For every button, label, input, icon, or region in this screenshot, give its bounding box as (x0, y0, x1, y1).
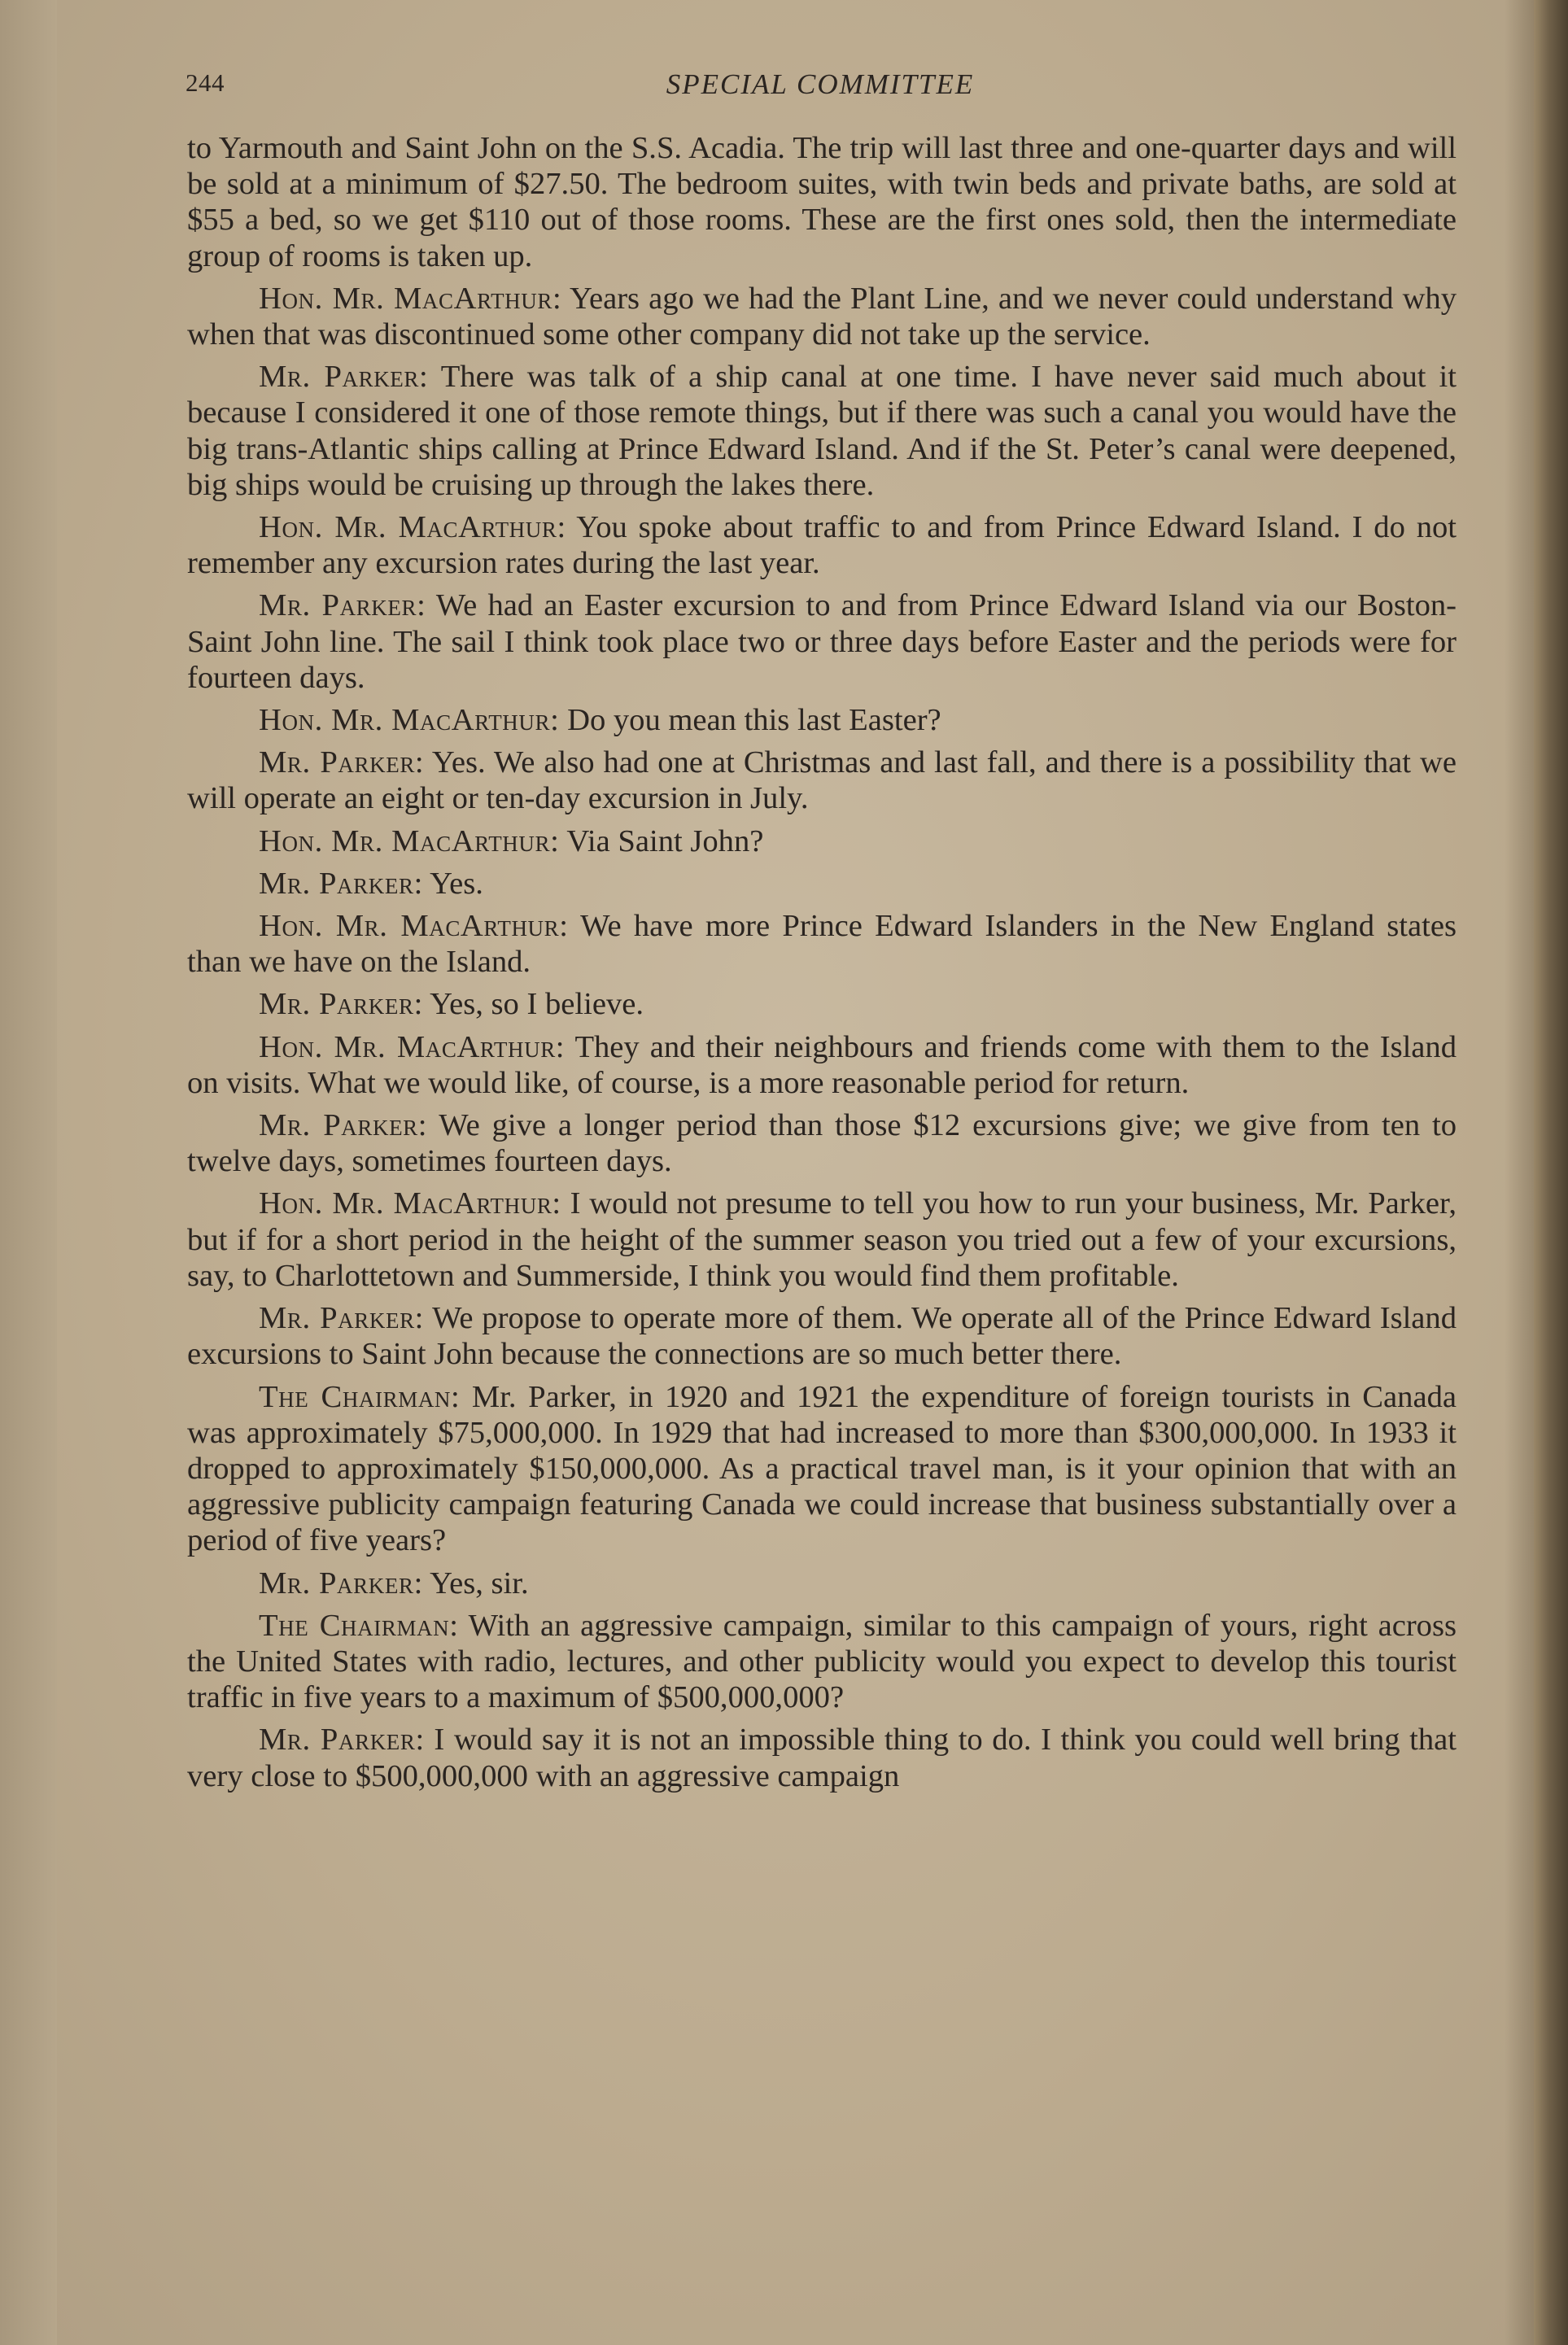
speaker-label: Mr. Parker: (259, 1566, 423, 1600)
paragraph-text: Via Saint John? (566, 823, 764, 858)
speaker-label: Hon. Mr. MacArthur: (259, 823, 560, 858)
paragraph-text: to Yarmouth and Saint John on the S.S. Acadia. The trip will last three and one-quarter days and will be sold at a minimum of $27.50. The bedroom suites, with twin beds and private baths, are sold at $55 a bed, so we get $110 out of those rooms. These are the first ones sold, then the intermediate group of rooms is taken up. (187, 131, 1457, 273)
paragraph-text: I would say it is not an impossible thing to do. I think you could well bring that very close to $500,000,000 with an aggressive campaign (187, 1723, 1457, 1793)
transcript-paragraph (187, 130, 1457, 274)
paragraph-text: We give a longer period than those $12 excursions give; we give from ten to twelve days, sometimes fourteen days. (187, 1108, 1457, 1179)
paragraph-text: They and their neighbours and friends come with them to the Island on visits. What we would like, of course, is a more reasonable period for return. (187, 1029, 1457, 1100)
running-title: SPECIAL COMMITTEE (666, 68, 975, 100)
paragraph-text: You spoke about traffic to and from Prince Edward Island. I do not remember any excursion rates during the last year. (187, 510, 1457, 581)
speaker-label: Hon. Mr. MacArthur: (259, 909, 569, 944)
speaker-label: Hon. Mr. MacArthur: (259, 281, 562, 316)
page-left-edge (0, 0, 57, 2345)
transcript-paragraph (187, 1722, 1457, 1793)
transcript-paragraph (187, 359, 1457, 503)
paragraph-text: Do you mean this last Easter? (567, 703, 941, 738)
speaker-label: Mr. Parker: (259, 866, 423, 901)
transcript-paragraph (187, 587, 1457, 696)
binding-shadow (1505, 0, 1534, 2345)
transcript-paragraph (187, 1300, 1457, 1372)
transcript-paragraph (187, 908, 1457, 980)
speaker-label: Mr. Parker: (259, 360, 429, 395)
paragraph-text: With an aggressive campaign, similar to this campaign of yours, right across the United States with radio, lectures, and other publicity would you expect to develop this tourist traffic in five years to a maximum of $500,000,000? (187, 1608, 1457, 1715)
transcript-paragraph (187, 1566, 1457, 1601)
transcript-paragraph (187, 866, 1457, 902)
speaker-label: Mr. Parker: (259, 987, 423, 1022)
paragraph-text: Yes, so I believe. (430, 987, 644, 1022)
transcript-paragraph (187, 1608, 1457, 1716)
speaker-label: Mr. Parker: (259, 1301, 425, 1336)
transcript-paragraph (187, 1107, 1457, 1179)
speaker-label: Mr. Parker: (259, 1108, 428, 1143)
paragraph-text: Yes. We also had one at Christmas and last fall, and there is a possibility that we will operate an eight or ten-day excursion in July. (187, 745, 1457, 816)
speaker-label: Mr. Parker: (259, 588, 426, 623)
speaker-label: The Chairman: (259, 1379, 461, 1414)
transcript-paragraph (187, 1029, 1457, 1101)
paragraph-text: Years ago we had the Plant Line, and we never could understand why when that was discontinued some other company did not take up the service. (187, 281, 1457, 352)
paragraph-text: I would not presume to tell you how to run your business, Mr. Parker, but if for a short period in the height of the summer season you tried out a few of your excursions, say, to Charlottetown and Summerside, I think you would find them profitable. (187, 1186, 1457, 1293)
transcript-paragraph (187, 745, 1457, 816)
speaker-label: Hon. Mr. MacArthur: (259, 1186, 561, 1221)
transcript-paragraph (187, 509, 1457, 581)
speaker-label: Hon. Mr. MacArthur: (259, 510, 566, 545)
speaker-label: Mr. Parker: (259, 1723, 425, 1758)
paragraph-text: We propose to operate more of them. We operate all of the Prince Edward Island excursions to Saint John because the connections are so much better there. (187, 1301, 1457, 1372)
transcript-paragraph (187, 1186, 1457, 1294)
speaker-label: Hon. Mr. MacArthur: (259, 703, 560, 738)
paragraph-text: Yes, sir. (430, 1566, 529, 1600)
speaker-label: Hon. Mr. MacArthur: (259, 1029, 566, 1064)
transcript-paragraph (187, 1379, 1457, 1559)
paragraph-text: Mr. Parker, in 1920 and 1921 the expenditure of foreign tourists in Canada was approximately $75,000,000. In 1929 that had increased to more than $300,000,000. In 1933 it dropped to approximately $150,000,000. As a practical travel man, is it your opinion that with an aggressive publicity campaign featuring Canada we could increase that business substantially over a period of five years? (187, 1379, 1457, 1558)
speaker-label: Mr. Parker: (259, 745, 425, 780)
speaker-label: The Chairman: (259, 1608, 459, 1643)
paragraph-text: We have more Prince Edward Islanders in the New England states than we have on the Island. (187, 909, 1457, 980)
paragraph-text: We had an Easter excursion to and from Prince Edward Island via our Boston-Saint John line. The sail I think took place two or three days before Easter and the periods were for fourteen days. (187, 588, 1457, 695)
book-binding (1534, 0, 1568, 2345)
page-number: 244 (186, 68, 225, 97)
page-header (186, 68, 1455, 109)
transcript-paragraph (187, 823, 1457, 859)
paragraph-text: There was talk of a ship canal at one time. I have never said much about it because I considered it one of those remote things, but if there was such a canal you would have the big trans-Atlantic ships calling at Prince Edward Island. And if the St. Peter’s canal were deepened, big ships would be cruising up through the lakes there. (187, 360, 1457, 502)
paragraph-text: Yes. (430, 866, 483, 901)
page-body (187, 130, 1457, 1801)
transcript-paragraph (187, 986, 1457, 1022)
transcript-paragraph (187, 281, 1457, 352)
transcript-paragraph (187, 702, 1457, 738)
